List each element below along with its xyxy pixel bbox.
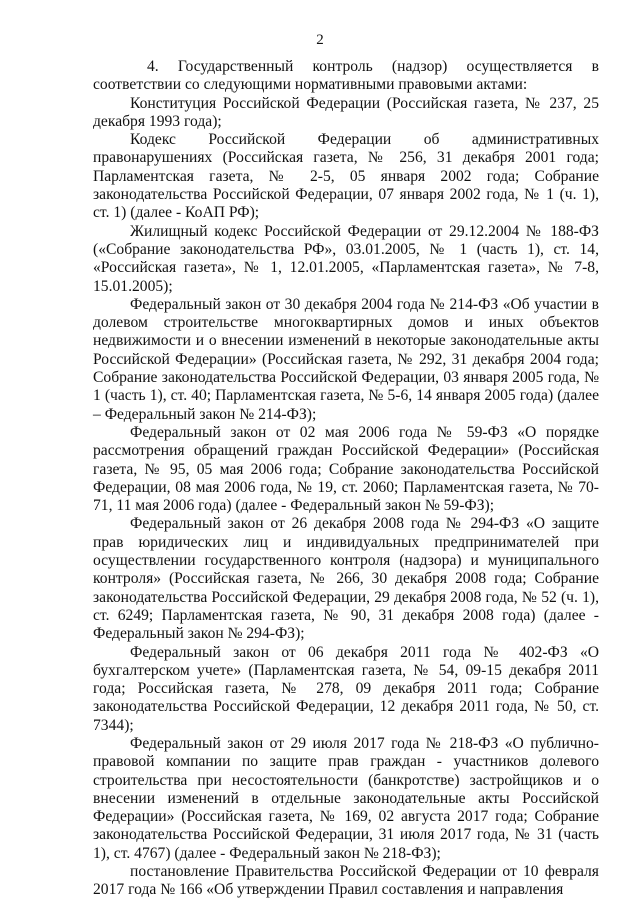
paragraph-government-decree-166: постановление Правительства Российской Федерации от 10 февраля 2017 года № 166 «Об утверждении Правил составления и направления <box>93 863 599 899</box>
paragraph-section-4-intro: 4. Государственный контроль (надзор) осуществляется в соответствии со следующими нормативными правовыми актами: <box>93 58 599 94</box>
document-body <box>93 58 599 900</box>
paragraph-law-214-fz: Федеральный закон от 30 декабря 2004 года № 214-ФЗ «Об участии в долевом строительстве многоквартирных домов и иных объектов недвижимости и о внесении изменений в некоторые законодательные акты Российской Федерации» (Российская газета, № 292, 31 декабря 2004 года; Собрание законодательства Российской Федерации, 03 января 2005 года, № 1 (часть 1), ст. 40; Парламентская газета, № 5-6, 14 января 2005 года) (далее – Федеральный закон № 214-ФЗ); <box>93 295 599 423</box>
paragraph-law-294-fz: Федеральный закон от 26 декабря 2008 года № 294-ФЗ «О защите прав юридических лиц и индивидуальных предпринимателей при осуществлении государственного контроля (надзора) и муниципального контроля» (Российская газета, № 266, 30 декабря 2008 года; Собрание законодательства Российской Федерации, 29 декабря 2008 года, № 52 (ч. 1), ст. 6249; Парламентская газета, № 90, 31 декабря 2008 года) (далее - Федеральный закон № 294-ФЗ); <box>93 515 599 643</box>
paragraph-constitution: Конституция Российской Федерации (Российская газета, № 237, 25 декабря 1993 года); <box>93 94 599 130</box>
page-number: 2 <box>316 32 324 48</box>
paragraph-law-59-fz: Федеральный закон от 02 мая 2006 года № 59-ФЗ «О порядке рассмотрения обращений граждан Российской Федерации» (Российская газета, № 95, 05 мая 2006 года; Собрание законодательства Российской Федерации, 08 мая 2006 года, № 19, ст. 2060; Парламентская газета, № 70-71, 11 мая 2006 года) (далее - Федеральный закон № 59-ФЗ); <box>93 423 599 515</box>
paragraph-law-402-fz: Федеральный закон от 06 декабря 2011 года № 402-ФЗ «О бухгалтерском учете» (Парламентская газета, № 54, 09-15 декабря 2011 года; Российская газета, № 278, 09 декабря 2011 года; Собрание законодательства Российской Федерации, 12 декабря 2011 года, № 50, ст. 7344); <box>93 643 599 734</box>
paragraph-housing-code: Жилищный кодекс Российской Федерации от 29.12.2004 № 188-ФЗ («Собрание законодательства РФ», 03.01.2005, № 1 (часть 1), ст. 14, «Российская газета», № 1, 12.01.2005, «Парламентская газета», № 7-8, 15.01.2005); <box>93 222 599 295</box>
paragraph-koap: Кодекс Российской Федерации об административных правонарушениях (Российская газета, № 256, 31 декабря 2001 года; Парламентская газета, № 2-5, 05 января 2002 года; Собрание законодательства Российской Федерации, 07 января 2002 года, № 1 (ч. 1), ст. 1) (далее - КоАП РФ); <box>93 131 599 222</box>
paragraph-law-218-fz: Федеральный закон от 29 июля 2017 года № 218-ФЗ «О публично-правовой компании по защите прав граждан - участников долевого строительства при несостоятельности (банкротстве) застройщиков и о внесении изменений в отдельные законодательные акты Российской Федерации» (Российская газета, № 169, 02 августа 2017 года; Собрание законодательства Российской Федерации, 31 июля 2017 года, № 31 (часть 1), ст. 4767) (далее - Федеральный закон № 218-ФЗ); <box>93 734 599 862</box>
